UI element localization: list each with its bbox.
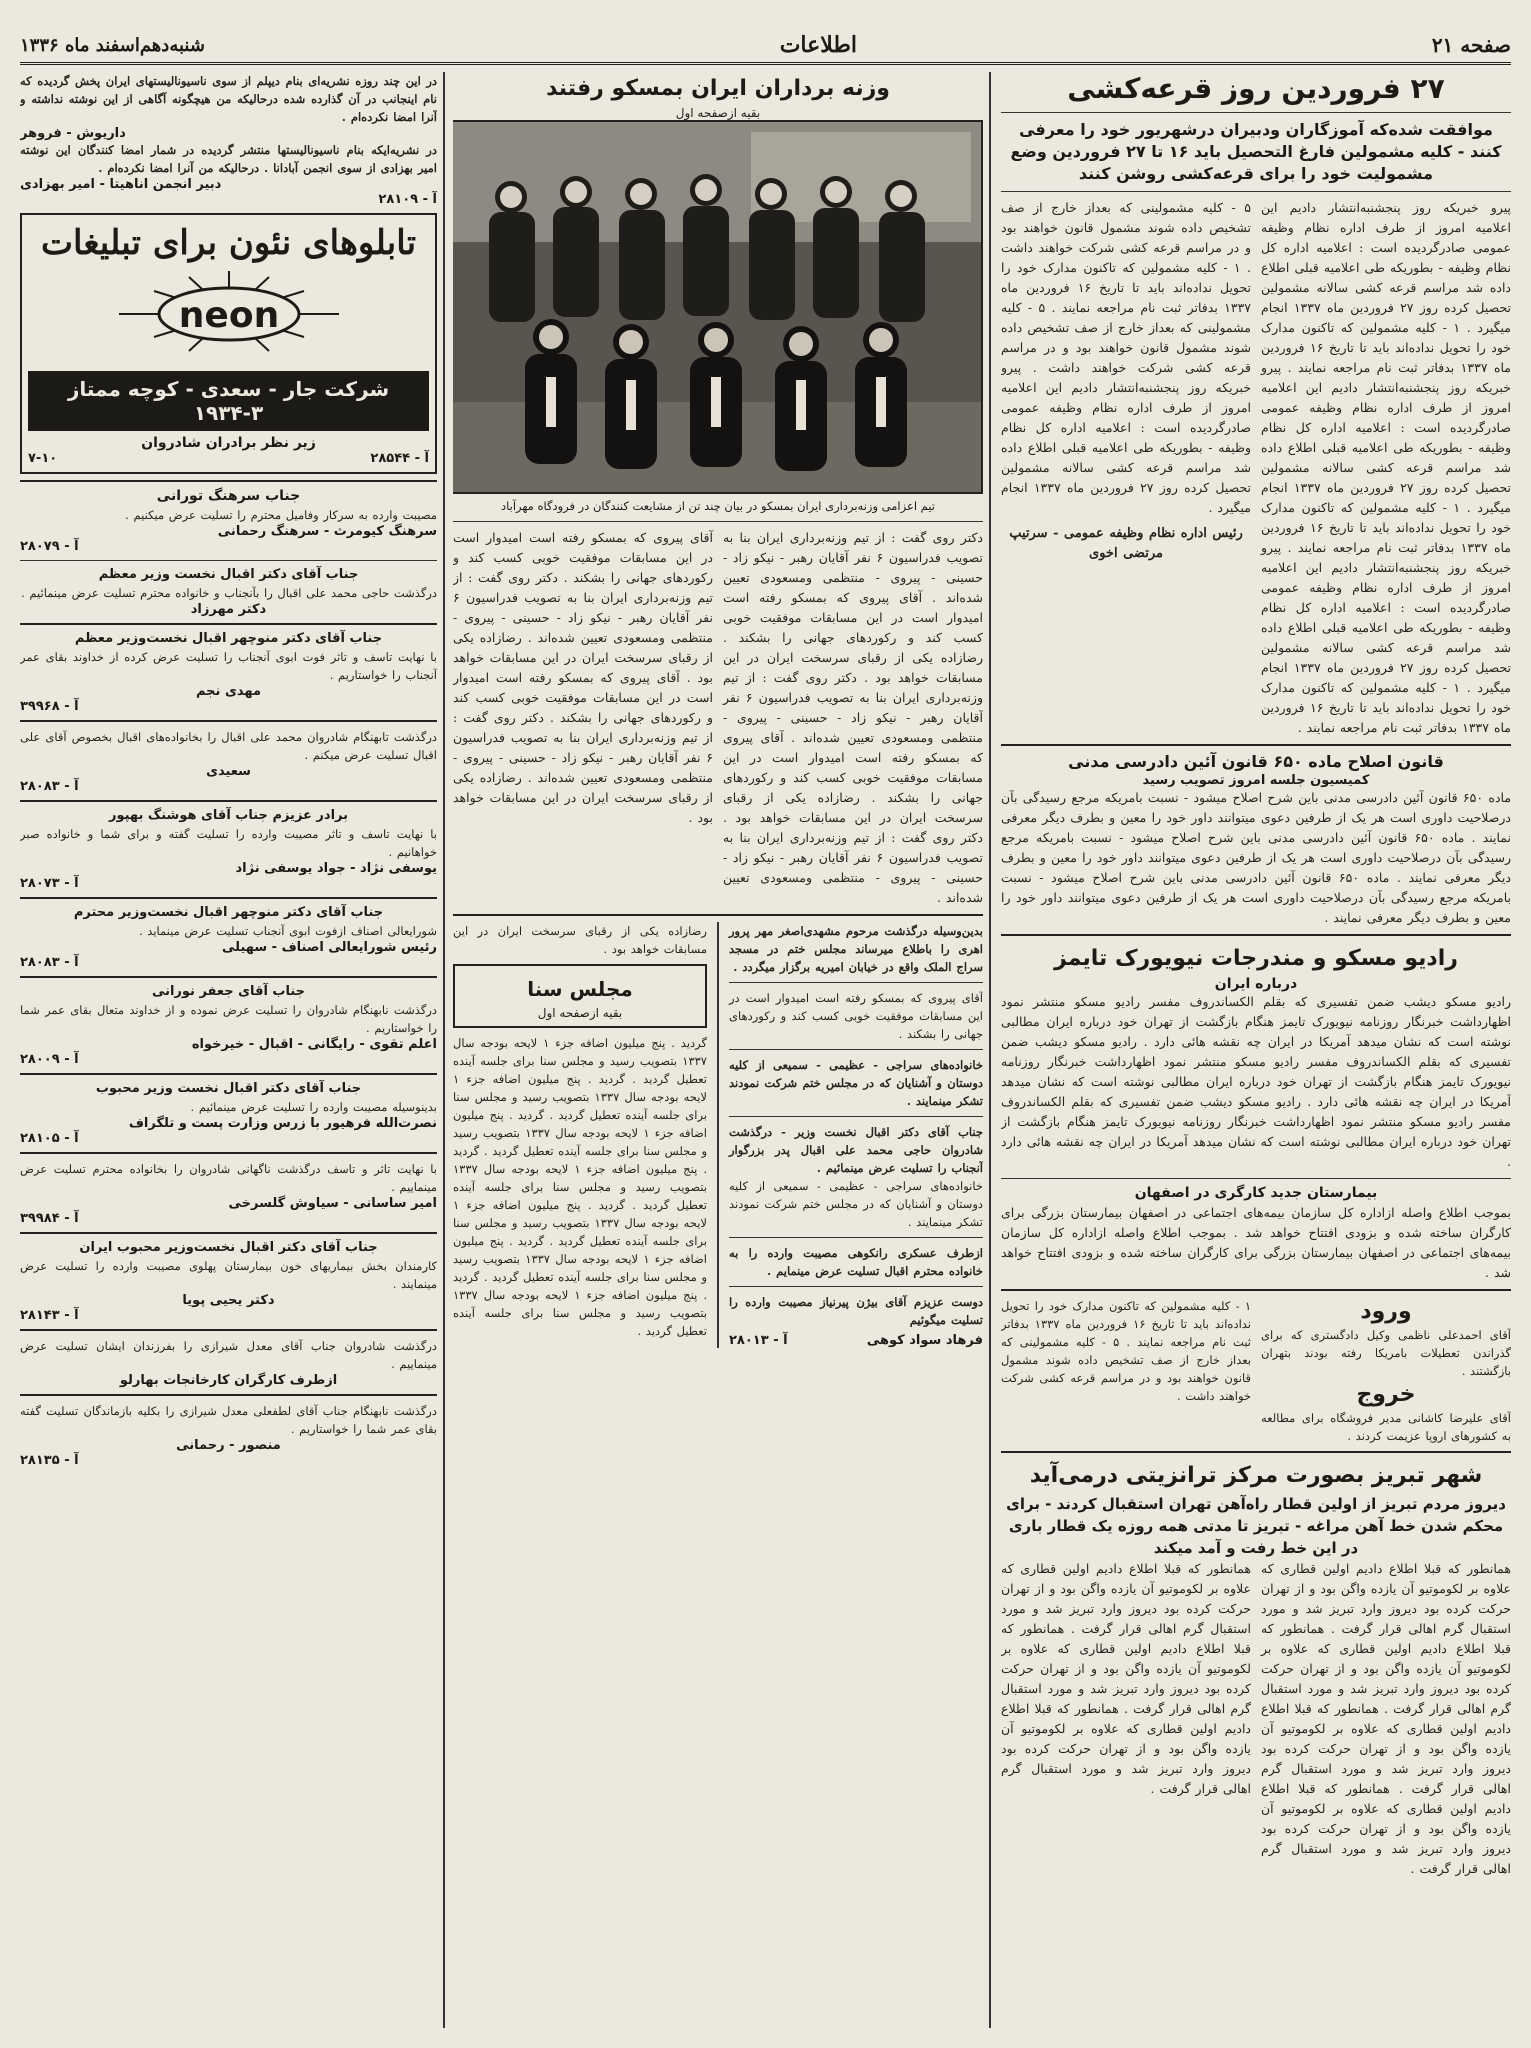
condolence-6-title: جناب آقای دکتر منوچهر اقبال نخست‌وزیر محترم — [73, 905, 384, 920]
law-title: قانون اصلاح ماده ۶۵۰ قانون آئین دادرسی مدنی — [1068, 752, 1444, 771]
neon-logo-text: neon — [178, 295, 279, 336]
departure-title: خروج — [1356, 1382, 1416, 1407]
condolence-1-title: جناب سرهنگ تورانی — [156, 488, 301, 504]
neon-ad-subtitle: زیر نظر برادران شادروان — [141, 435, 316, 451]
notice-top2: در نشریه‌ایکه بنام ناسیونالیستها منتشر گردیده در شمار امضا کنندگان این نوشته امیر بهزادی از سوی انجمن آبادانا . درحالیکه من آنرا امضا نکرده‌ام . — [20, 143, 437, 175]
neon-ad-title: تابلوهای نئون برای تبلیغات — [40, 223, 417, 263]
tabriz-body-col1: همانطور که قبلا اطلاع دادیم اولین قطاری که علاوه بر لکوموتیو آن یازده واگن بود و از تهران حرکت کرده بود دیروز وارد تبریز شد و مورد استقبال گرم اهالی قرار گرفت . همانطور که قبلا اطلاع دادیم اولین قطاری که علاوه بر لکوموتیو آن یازده واگن بود و از تهران حرکت کرده بود دیروز وارد تبریز شد و مورد استقبال گرم اهالی قرار گرفت . همانطور که قبلا اطلاع دادیم اولین قطاری که علاوه بر لکوموتیو آن یازده واگن بود و از تهران حرکت کرده بود دیروز وارد تبریز شد و مورد استقبال گرم اهالی قرار گرفت . همانطور که قبلا اطلاع دادیم اولین قطاری که علاوه بر لکوموتیو آن یازده واگن بود و از تهران حرکت کرده بود دیروز وارد تبریز شد و مورد استقبال گرم اهالی قرار گرفت . — [1261, 1561, 1511, 1876]
page-number: صفحه ۲۱ — [1431, 33, 1511, 57]
condolence-3-title: جناب آقای دکتر منوچهر اقبال نخست‌وزیر معظم — [74, 631, 383, 646]
radio-subtitle: درباره ایران — [1214, 976, 1298, 992]
neon-sun-logo — [109, 269, 349, 359]
neon-ad-company: شرکت جار - سعدی - کوچه ممتاز ۳-۱۹۳۴ — [28, 371, 429, 431]
notice-top: در این چند روزه نشریه‌ای بنام دیپلم از سوی ناسیونالیستهای ایران پخش گردیده که نام اینجانب در آن گذارده شده درحالیکه من هیچگونه آگاهی از این نوشته نداشته و آنرا امضا نکرده‌ام . — [20, 74, 437, 124]
lottery-headline: ۲۷ فروردین روز قرعه‌کشی — [1067, 72, 1445, 105]
neon-ad-code2: ۷-۱۰ — [28, 451, 58, 466]
team-photo — [453, 120, 983, 494]
senate-title: مجلس سنا — [527, 977, 633, 1001]
weightlifters-from-page: بقیه ازصفحه اول — [675, 106, 761, 120]
notice-top-code: آ - ۲۸۱۰۹ — [378, 192, 437, 207]
workers-hospital-title: بیمارستان جدید کارگری در اصفهان — [1134, 1185, 1378, 1201]
tabriz-headline: شهر تبریز بصورت مرکز ترانزیتی درمی‌آید — [1029, 1463, 1483, 1488]
issue-date: شنبه‌دهم‌اسفند ماه ۱۳۳۶ — [20, 34, 205, 56]
column-rule — [989, 72, 991, 2028]
tabriz-subhead: دیروز مردم تبریز از اولین قطار راه‌آهن تهران استقبال کردند - برای محکم شدن خط آهن مراغه - تبریز تا مدتی همه روزه یک قطار باری در این خط رفت و آمد میکند — [1006, 1495, 1506, 1557]
notice-friend-signature: فرهاد سواد کوهی — [866, 1333, 983, 1348]
masthead — [20, 28, 1511, 65]
obituary-notice: بدین‌وسیله درگذشت مرحوم مشهدی‌اصغر مهر پرور اهری را باطلاع میرساند مجلس ختم در مسجد سراج الملک واقع در خیابان امیریه برگزار میگردد . — [729, 924, 983, 974]
left-column: در این چند روزه نشریه‌ای بنام دیپلم از سوی ناسیونالیستهای ایران پخش گردیده که نام اینجانب در آن گذارده شده درحالیکه من هیچگونه آگاهی از این نوشته نداشته و آنرا امضا نکرده‌ام . داریوش - فروهر در نشریه‌ایکه بنام ناسیونالیستها منتشر گردیده در شمار امضا کنندگان این نوشته امیر بهزادی از سوی انجمن آبادانا . درحالیکه من آنرا امضا نکرده‌ام . دبیر انجمن اناهیتا - امیر بهزادی آ - ۲۸۱۰۹ تابلوهای نئون برای تبلیغات neon شرکت جار - سعدی - کوچه ممتاز ۳-۱۹۳۴ زیر نظر برادران شادروان آ - ۲۸۵۴۴ ۷-۱۰ جناب سرهنگ تورانی مصیبت وارده به سرکار وفامیل محترم را تسلیت عرض میکنیم . سرهنگ کیومرث - سرهنگ رحمانی آ - ۲۸۰۷۹ جناب آقای دکتر اقبال نخست وزیر معظم درگذشت حاجی محمد علی اقبال را بآنجناب و خانواده محترم تسلیت عرض مینمائیم . دکتر مهرزاد جناب آقای دکتر منوچهر اقبال نخست‌وزیر معظم با نهایت تاسف و تاثر فوت ابوی آنجناب را تسلیت عرض کرده از خداوند بقای عمر آنجناب را خواستاریم . مهدی نجم آ - ۳۹۹۶۸ درگذشت تابهنگام شادروان محمد علی اقبال را بخانواده‌های اقبال بخصوص آقای علی اقبال تسلیت عرض میکنم . سعیدی آ - ۲۸۰۸۳ برادر عزیزم جناب آقای هوشنگ بهپور با نهایت تاسف و تاثر مصیبت وارده را تسلیت گفته و برای شما و خانواده صبر خواهانیم . یوسفی نژاد - جواد یوسفی نژاد آ - ۲۸۰۷۳ جناب آقای دکتر منوچهر اقبال نخست‌وزیر محترم شورایعالی اصناف ازفوت ابوی آنجناب تسلیت عرض مینماید . رئیس شورایعالی اصناف - سهیلی آ - ۲۸۰۸۳ جناب آقای جعفر نورانی درگذشت نابهنگام شادروان را تسلیت عرض نموده و از خداوند متعال بقای عمر شما را خواستاریم . اعلم تقوی - رایگانی - اقبال - خیرخواه آ - ۲۸۰۰۹ جناب آقای دکتر اقبال نخست وزیر محبوب بدینوسیله مصیبت وارده را تسلیت عرض مینمائیم . نصرت‌الله فرهیور با زرس وزارت پست و تلگراف آ - ۲۸۱۰۵ با نهایت تاثر و تاسف درگذشت ناگهانی شادروان را بخانواده محترم تسلیت عرض مینماییم . امیر ساسانی - سیاوش گلسرخی آ - ۳۹۹۸۴ جناب آقای دکتر اقبال نخست‌وزیر محبوب ایران کارمندان بخش بیماریهای خون بیمارستان پهلوی مصیبت وارده را تسلیت عرض مینمایند . دکتر یحیی پویا آ - ۲۸۱۴۳ درگذشت شادروان جناب آقای معدل شیرازی را بفرزندان ایشان تسلیت عرض مینماییم . ازطرف کارگران کارخانجات بهارلو درگذشت نابهنگام جناب آقای لطفعلی معدل شیرازی را بکلیه بازماندگان تسلیت گفته بقای عمر شما را خواستاریم . منصور - رحمانی آ - ۲۸۱۳۵ — [20, 74, 437, 1468]
right-column — [1001, 72, 1511, 2028]
column-rule — [443, 72, 445, 2028]
condolence-7-title: جناب آقای جعفر نورانی — [151, 984, 306, 999]
senate-from-page: بقیه ازصفحه اول — [537, 1006, 623, 1020]
tabriz-body-col2: همانطور که قبلا اطلاع دادیم اولین قطاری که علاوه بر لکوموتیو آن یازده واگن بود و از تهران حرکت کرده بود دیروز وارد تبریز شد و مورد استقبال گرم اهالی قرار گرفت . همانطور که قبلا اطلاع دادیم اولین قطاری که علاوه بر لکوموتیو آن یازده واگن بود و از تهران حرکت کرده بود دیروز وارد تبریز شد و مورد استقبال گرم اهالی قرار گرفت . همانطور که قبلا اطلاع دادیم اولین قطاری که علاوه بر لکوموتیو آن یازده واگن بود و از تهران حرکت کرده بود دیروز وارد تبریز شد و مورد استقبال گرم اهالی قرار گرفت . — [1001, 1561, 1251, 1796]
law-subtitle: کمیسیون جلسه امروز تصویب رسید — [1142, 773, 1370, 788]
condolence-8-title: جناب آقای دکتر اقبال نخست وزیر محبوب — [95, 1081, 362, 1096]
neon-advertisement — [20, 213, 437, 474]
weightlifters-body-col2: آقای پیروی که بمسکو رفته است امیدوار است در این مسابقات موفقیت خوبی کسب کند و رکوردهای جهانی را بشکند . دکتر روی گفت : از تیم وزنه‌برداری ایران بنا به تصویب فدراسیون ۶ نفر آقایان رهبر - نیکو زاد - حسینی - پیروی - منتظمی ومسعودی تعیین شده‌اند . رضازاده یکی از رقبای سرسخت ایران در این مسابقات خواهد بود . آقای پیروی که بمسکو رفته است امیدوار است در این مسابقات موفقیت خوبی کسب کند و رکوردهای جهانی را بشکند . دکتر روی گفت : از تیم وزنه‌برداری ایران بنا به تصویب فدراسیون ۶ نفر آقایان رهبر - نیکو زاد - حسینی - پیروی - منتظمی ومسعودی تعیین شده‌اند . رضازاده یکی از رقبای سرسخت ایران در این مسابقات خواهد بود . — [453, 530, 713, 825]
condolence-10-title: جناب آقای دکتر اقبال نخست‌وزیر محبوب ایران — [79, 1240, 378, 1255]
middle-column — [453, 72, 983, 2028]
law-body: ماده ۶۵۰ قانون آئین دادرسی مدنی باین شرح اصلاح میشود - نسبت بامریکه مرجع رسیدگی بآن درصلاحیت داوری است هر یک از طرفین دعوی میتوانند داور خود را معین و بطرف دیگر معرفی نمایند . ماده ۶۵۰ قانون آئین دادرسی مدنی باین شرح اصلاح میشود - نسبت بامریکه مرجع رسیدگی بآن درصلاحیت داوری است هر یک از طرفین دعوی میتوانند داور خود را معین و بطرف دیگر معرفی نمایند . ماده ۶۵۰ قانون آئین دادرسی مدنی باین شرح اصلاح میشود - نسبت بامریکه مرجع رسیدگی بآن درصلاحیت داوری است هر یک از طرفین دعوی میتوانند داور خود را معین و بطرف دیگر معرفی نمایند . — [1001, 790, 1511, 925]
team-photo-image — [453, 122, 981, 492]
workers-hospital-body: بموجب اطلاع واصله ازاداره کل سازمان بیمه‌های اجتماعی در اصفهان بیمارستان بزرگی برای کارگران ساخته شده و بزودی افتتاح خواهد شد . بموجب اطلاع واصله ازاداره کل سازمان بیمه‌های اجتماعی در اصفهان بیمارستان بزرگی برای کارگران ساخته شده و بزودی افتتاح خواهد شد . — [1001, 1205, 1511, 1280]
radio-body: رادیو مسکو دیشب ضمن تفسیری که بقلم الکساندروف مفسر رادیو مسکو منتشر نمود اظهارداشت خبرنگار روزنامه نیویورک تایمز هنگام بازگشت از تهران خود درباره ایران مطالبی نوشته است که نشان میدهد آمریکا در ایران چه نقشه هائی دارد . رادیو مسکو دیشب ضمن تفسیری که بقلم الکساندروف مفسر رادیو مسکو منتشر نمود اظهارداشت خبرنگار روزنامه نیویورک تایمز هنگام بازگشت از تهران خود درباره ایران مطالبی نوشته است که نشان میدهد آمریکا در ایران چه نقشه هائی دارد . رادیو مسکو دیشب ضمن تفسیری که بقلم الکساندروف مفسر رادیو مسکو منتشر نمود اظهارداشت خبرنگار روزنامه نیویورک تایمز هنگام بازگشت از تهران خود درباره ایران مطالبی نوشته است که نشان میدهد آمریکا در ایران چه نقشه هائی دارد . — [1001, 994, 1511, 1169]
notice-top-signature: داریوش - فروهر — [20, 126, 126, 141]
notice-friend: دوست عزیزم آقای بیژن پیرنیاز مصیبت وارده را تسلیت میگوئیم — [729, 1295, 983, 1327]
middle-notices-right: بدین‌وسیله درگذشت مرحوم مشهدی‌اصغر مهر پرور اهری را باطلاع میرساند مجلس ختم در مسجد سراج الملک واقع در خیابان امیریه برگزار میگردد . آقای پیروی که بمسکو رفته است امیدوار است در این مسابقات موفقیت خوبی کسب کند و رکوردهای جهانی را بشکند . خانواده‌های سراجی - عظیمی - سمیعی از کلیه دوستان و آشنایان که در مجلس ختم شرکت نمودند تشکر مینمایند . جناب آقای دکتر اقبال نخست وزیر - درگذشت شادروان حاجی محمد علی اقبال پدر بزرگوار آنجناب را تسلیت عرض مینمائیم . خانواده‌های سراجی - عظیمی - سمیعی از کلیه دوستان و آشنایان که در مجلس ختم شرکت نمودند تشکر مینمایند . ازطرف عسکری رانکوهی مصیبت وارده را به خانواده محترم اقبال تسلیت عرض مینمایم . دوست عزیزم آقای بیژن پیرنیاز مصیبت وارده را تسلیت میگوئیم فرهاد سواد کوهی آ - ۲۸۰۱۳ — [729, 924, 983, 1348]
neon-ad-code: آ - ۲۸۵۴۴ — [370, 451, 429, 466]
senate-block: رضازاده یکی از رقبای سرسخت ایران در این مسابقات خواهد بود . مجلس سنا بقیه ازصفحه اول گردید . پنج میلیون اضافه جزء ۱ لایحه بودجه سال ۱۳۳۷ بتصویب رسید و مجلس سنا برای جلسه آینده تعطیل گردید . گردید . پنج میلیون اضافه جزء ۱ لایحه بودجه سال ۱۳۳۷ بتصویب رسید و مجلس سنا برای جلسه آینده تعطیل گردید . گردید . پنج میلیون اضافه جزء ۱ لایحه بودجه سال ۱۳۳۷ بتصویب رسید و مجلس سنا برای جلسه آینده تعطیل گردید . گردید . پنج میلیون اضافه جزء ۱ لایحه بودجه سال ۱۳۳۷ بتصویب رسید و مجلس سنا برای جلسه آینده تعطیل گردید . گردید . پنج میلیون اضافه جزء ۱ لایحه بودجه سال ۱۳۳۷ بتصویب رسید و مجلس سنا برای جلسه آینده تعطیل گردید . گردید . پنج میلیون اضافه جزء ۱ لایحه بودجه سال ۱۳۳۷ بتصویب رسید و مجلس سنا برای جلسه آینده تعطیل گردید . گردید . پنج میلیون اضافه جزء ۱ لایحه بودجه سال ۱۳۳۷ بتصویب رسید و مجلس سنا برای جلسه آینده تعطیل گردید . — [453, 924, 708, 1338]
lottery-body-col2: ۵ - کلیه مشمولینی که بعداز خارج از صف تشخیص داده شوند مشمول قانون خواهند بود و در مراسم قرعه کشی شرکت خواهند داشت . ۱ - کلیه مشمولین‌ که تاکنون‌ مدارک خود را تحویل نداده‌اند باید تا تاریخ ۱۶ فروردین ماه ۱۳۳۷ بدفاتر ثبت نام مراجعه نمایند . ۵ - کلیه مشمولینی که بعداز خارج از صف تشخیص داده شوند مشمول قانون خواهند بود و در مراسم قرعه کشی شرکت خواهند داشت . پیرو خبریکه روز پنجشنبه‌انتشار دادیم این اعلامیه امروز از طرف اداره نظام وظیفه عمومی صادرگردیده است : اعلامیه اداره کل نظام وظیفه - بطوریکه طی اعلامیه قبلی اطلاع داده شد مراسم قرعه کشی سالانه مشمولین تحصیل کرده روز ۲۷ فروردین ماه ۱۳۳۷ انجام میگیرد . رئیس اداره نظام وظیفه عمومی - سرتیپ مرتضی اخوی — [1001, 198, 1251, 738]
newspaper-name: اطلاعات — [779, 32, 858, 58]
lottery-continuation: ۱ - کلیه مشمولین‌ که تاکنون‌ مدارک خود را تحویل نداده‌اند باید تا تاریخ ۱۶ فروردین ماه ۱۳۳۷ بدفاتر ثبت نام مراجعه نمایند . ۵ - کلیه مشمولینی که بعداز خارج از صف تشخیص داده شوند مشمول قانون خواهند بود و در مراسم قرعه کشی شرکت خواهند داشت . — [1001, 1299, 1252, 1403]
lottery-subhead: موافقت شده‌که آموزگاران ودبیران درشهریور خود را معرفی کنند - کلیه مشمولین فارغ التحصیل باید ۱۶ تا ۲۷ فروردین وضع مشمولیت خود را برای قرعه‌کشی روشن کنند — [1010, 120, 1502, 183]
lottery-signature: رئیس اداره نظام وظیفه عمومی - سرتیپ مرتضی اخوی — [1009, 526, 1243, 561]
lottery-body-col1: پیرو خبریکه روز پنجشنبه‌انتشار دادیم این اعلامیه امروز از طرف اداره نظام وظیفه عمومی صادرگردیده است : اعلامیه اداره کل نظام وظیفه - بطوریکه طی اعلامیه قبلی اطلاع داده شد مراسم قرعه کشی سالانه مشمولین تحصیل کرده روز ۲۷ فروردین ماه ۱۳۳۷ انجام میگیرد . ۱ - کلیه مشمولین‌ که تاکنون‌ مدارک خود را تحویل نداده‌اند باید تا تاریخ ۱۶ فروردین ماه ۱۳۳۷ بدفاتر ثبت نام مراجعه نمایند . پیرو خبریکه روز پنجشنبه‌انتشار دادیم این اعلامیه امروز از طرف اداره نظام وظیفه عمومی صادرگردیده است : اعلامیه اداره کل نظام وظیفه - بطوریکه طی اعلامیه قبلی اطلاع داده شد مراسم قرعه کشی سالانه مشمولین تحصیل کرده روز ۲۷ فروردین ماه ۱۳۳۷ انجام میگیرد . ۱ - کلیه مشمولین‌ که تاکنون‌ مدارک خود را تحویل نداده‌اند باید تا تاریخ ۱۶ فروردین ماه ۱۳۳۷ بدفاتر ثبت نام مراجعه نمایند . پیرو خبریکه روز پنجشنبه‌انتشار دادیم این اعلامیه امروز از طرف اداره نظام وظیفه عمومی صادرگردیده است : اعلامیه اداره کل نظام وظیفه - بطوریکه طی اعلامیه قبلی اطلاع داده شد مراسم قرعه کشی سالانه مشمولین تحصیل کرده روز ۲۷ فروردین ماه ۱۳۳۷ انجام میگیرد . ۱ - کلیه مشمولین‌ که تاکنون‌ مدارک خود را تحویل نداده‌اند باید تا تاریخ ۱۶ فروردین ماه ۱۳۳۷ بدفاتر ثبت نام مراجعه نمایند . — [1261, 200, 1511, 735]
condolence-5-title: برادر عزیزم جناب آقای هوشنگ بهپور — [108, 808, 349, 823]
notice-top2-signature: دبیر انجمن اناهیتا - امیر بهزادی — [20, 177, 222, 192]
arrival-title: ورود — [1360, 1299, 1412, 1324]
weightlifters-body-col1: دکتر روی گفت : از تیم وزنه‌برداری ایران بنا به تصویب فدراسیون ۶ نفر آقایان رهبر - نیکو زاد - حسینی - پیروی - منتظمی ومسعودی تعیین شده‌اند . آقای پیروی که بمسکو رفته است امیدوار است در این مسابقات موفقیت خوبی کسب کند و رکوردهای جهانی را بشکند . رضازاده یکی از رقبای سرسخت ایران در این مسابقات خواهد بود . دکتر روی گفت : از تیم وزنه‌برداری ایران بنا به تصویب فدراسیون ۶ نفر آقایان رهبر - نیکو زاد - حسینی - پیروی - منتظمی ومسعودی تعیین شده‌اند . آقای پیروی که بمسکو رفته است امیدوار است در این مسابقات موفقیت خوبی کسب کند و رکوردهای جهانی را بشکند . رضازاده یکی از رقبای سرسخت ایران در این مسابقات خواهد بود . دکتر روی گفت : از تیم وزنه‌برداری ایران بنا به تصویب فدراسیون ۶ نفر آقایان رهبر - نیکو زاد - حسینی - پیروی - منتظمی ومسعودی تعیین شده‌اند . — [723, 530, 983, 905]
condolence-2-title: جناب آقای دکتر اقبال نخست وزیر معظم — [98, 567, 359, 582]
notice-friend-code: آ - ۲۸۰۱۳ — [729, 1333, 788, 1348]
arrival-block: ورود آقای احمدعلی ناظمی وکیل دادگستری که برای گذراندن تعطیلات بامریکا رفته بودند بتهران بازگشتند . خروج آقای علیرضا کاشانی مدیر فروشگاه برای مطالعه به کشورهای اروپا عزیمت کردند . — [1261, 1299, 1511, 1443]
senate-body: گردید . پنج میلیون اضافه جزء ۱ لایحه بودجه سال ۱۳۳۷ بتصویب رسید و مجلس سنا برای جلسه آینده تعطیل گردید . گردید . پنج میلیون اضافه جزء ۱ لایحه بودجه سال ۱۳۳۷ بتصویب رسید و مجلس سنا برای جلسه آینده تعطیل گردید . گردید . پنج میلیون اضافه جزء ۱ لایحه بودجه سال ۱۳۳۷ بتصویب رسید و مجلس سنا برای جلسه آینده تعطیل گردید . گردید . پنج میلیون اضافه جزء ۱ لایحه بودجه سال ۱۳۳۷ بتصویب رسید و مجلس سنا برای جلسه آینده تعطیل گردید . گردید . پنج میلیون اضافه جزء ۱ لایحه بودجه سال ۱۳۳۷ بتصویب رسید و مجلس سنا برای جلسه آینده تعطیل گردید . گردید . پنج میلیون اضافه جزء ۱ لایحه بودجه سال ۱۳۳۷ بتصویب رسید و مجلس سنا برای جلسه آینده تعطیل گردید . گردید . پنج میلیون اضافه جزء ۱ لایحه بودجه سال ۱۳۳۷ بتصویب رسید و مجلس سنا برای جلسه آینده تعطیل گردید . — [453, 1036, 708, 1338]
photo-caption: تیم اعزامی وزنه‌برداری ایران بمسکو در بیان چند تن از مشایعت کنندگان در فرودگاه مهرآباد — [501, 499, 935, 513]
weightlifters-headline: وزنه برداران ایران بمسکو رفتند — [546, 76, 890, 101]
radio-title: رادیو مسکو و مندرجات نیویورک تایمز — [1054, 946, 1458, 971]
